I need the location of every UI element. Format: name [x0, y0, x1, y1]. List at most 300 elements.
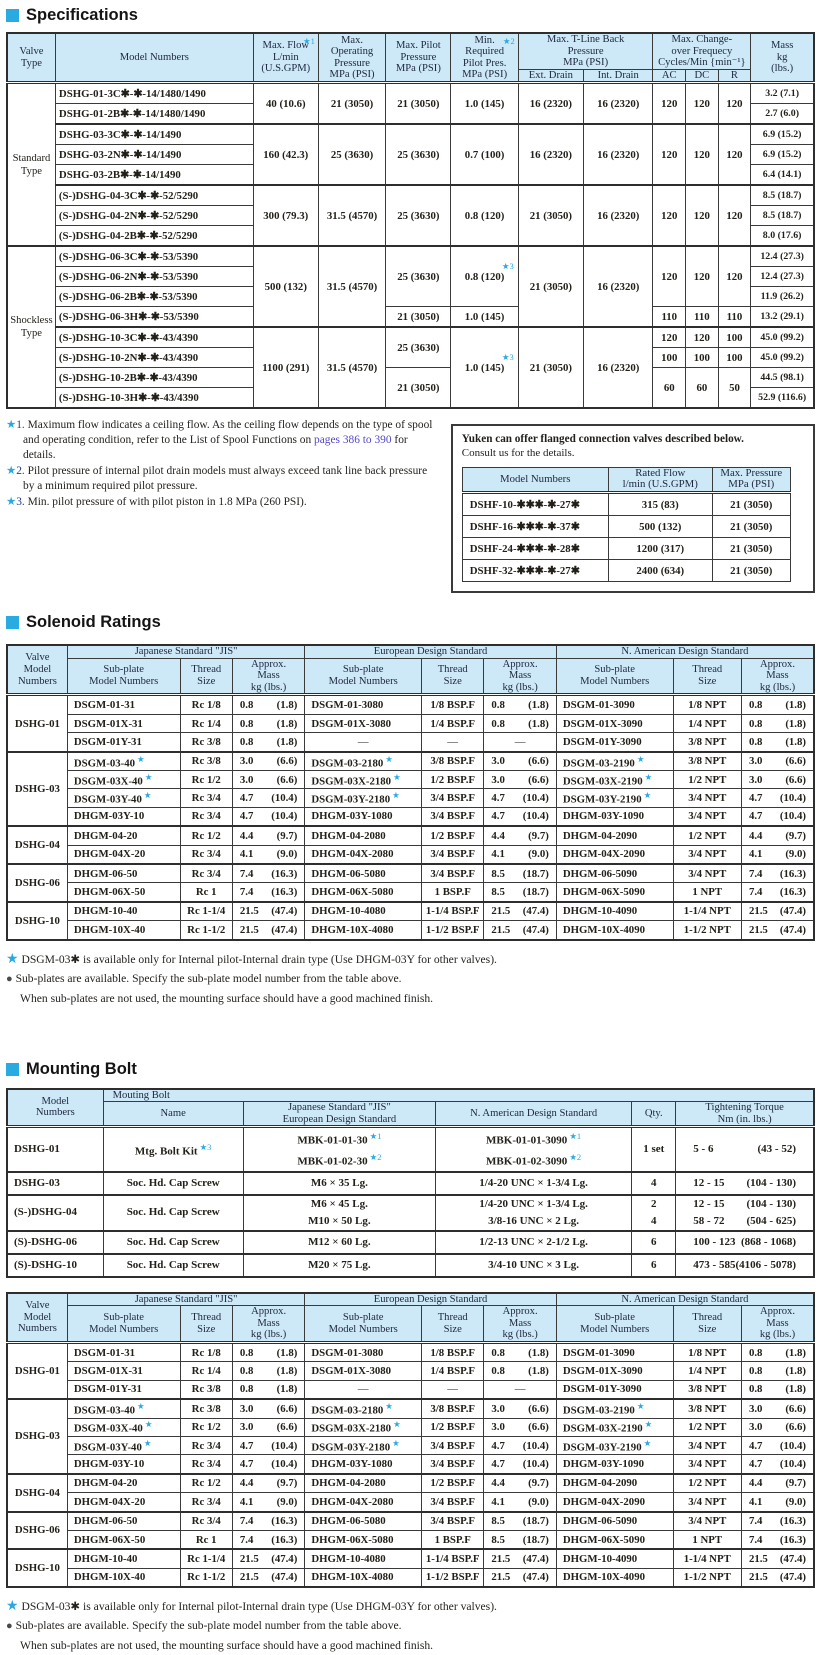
table-cell: 21 (3050)	[386, 307, 451, 328]
table-cell: 3/4 NPT	[673, 1512, 741, 1531]
table-row	[7, 1455, 814, 1474]
table-cell: 8.0 (17.6)	[751, 226, 814, 247]
table-cell: DHGM-10X-40	[67, 921, 180, 940]
table-cell: Rc 1/2	[180, 771, 232, 789]
section-title: Specifications	[26, 6, 138, 24]
table-header-cell: Valve Type	[7, 33, 55, 83]
flanged-box-title: Yuken can offer flanged connection valves described below.	[461, 433, 744, 446]
table-header-cell: Tightening Torque Nm (in. lbs.)	[676, 1102, 814, 1127]
table-cell: 0.8 (1.8)	[232, 1380, 304, 1399]
table-cell: 4.4 (9.7)	[484, 826, 556, 845]
table-cell: DSGM-03-2180 ★	[305, 1399, 422, 1418]
table-row	[7, 1362, 814, 1380]
table-cell: Rc 1/4	[180, 1362, 232, 1380]
table-cell: DSHG-01	[7, 1127, 103, 1172]
table-cell: 25 (3630)	[318, 124, 385, 185]
table-header-cell: Sub-plate Model Numbers	[556, 658, 673, 695]
table-cell: 1/2 NPT	[673, 771, 741, 789]
specs-footer-row	[6, 418, 815, 593]
table-header-cell: N. American Design Standard	[556, 1293, 814, 1306]
table-cell: Rc 3/8	[180, 1380, 232, 1399]
table-header-cell: Thread Size	[180, 658, 232, 695]
footnote-3	[6, 495, 437, 510]
table-cell: 3.0 (6.6)	[741, 752, 814, 771]
table-cell: 3.2 (7.1)	[751, 83, 814, 104]
footnote-text: Pilot pressure of internal pilot drain models must always exceed tank line back pressure by a minimum required pilot pressure.	[23, 465, 428, 492]
table-row	[462, 516, 790, 538]
table-cell: DHGM-03Y-1090	[556, 1455, 673, 1474]
table-cell: DHGM-06-5080	[305, 864, 422, 883]
subplate-table-2-grid	[6, 1292, 815, 1588]
table-cell: 7.4 (16.3)	[232, 1530, 304, 1549]
table-row	[7, 1474, 814, 1493]
table-cell: DSHG-03	[7, 1399, 67, 1474]
table-cell: 7.4 (16.3)	[741, 1512, 814, 1531]
table-cell: 3/8 BSP.F	[422, 1399, 484, 1418]
table-cell: 4.1 (9.0)	[484, 1493, 556, 1512]
table-cell: DHGM-03Y-1080	[305, 1455, 422, 1474]
table-cell: 21 (3050)	[712, 538, 790, 560]
table-cell: DSGM-03-40 ★	[67, 752, 180, 771]
table-cell: 4.1 (9.0)	[741, 1493, 814, 1512]
table-row	[7, 83, 814, 104]
table-cell: M20 × 75 Lg.	[243, 1254, 435, 1277]
table-cell: (S)-DSHG-06	[7, 1231, 103, 1254]
table-cell: 3/8 NPT	[673, 1380, 741, 1399]
table-cell: Shockless Type	[7, 246, 55, 408]
table-cell: 3.0 (6.6)	[232, 771, 304, 789]
table-cell: DHGM-06X-5080	[305, 883, 422, 902]
footnote-star-marker: ★	[643, 790, 652, 801]
table-cell: (S-)DSHG-06-2N✱-✱-53/5390	[55, 267, 253, 287]
footnote-star-marker: ★	[143, 1437, 152, 1448]
table-row	[7, 1512, 814, 1531]
table-cell: (S-)DSHG-10-3H✱-✱-43/4390	[55, 388, 253, 409]
table-row	[7, 645, 814, 658]
table-row	[7, 921, 814, 940]
table-cell: 110	[686, 307, 719, 328]
table-cell: 12 - 15 (104 - 130) 58 - 72 (504 - 625)	[676, 1195, 814, 1231]
table-cell: 50	[718, 368, 751, 409]
table-header-cell: Sub-plate Model Numbers	[305, 658, 422, 695]
footnote-star-marker: ★3	[501, 260, 514, 271]
table-cell: 120	[718, 185, 751, 246]
table-cell: 3.0 (6.6)	[484, 1399, 556, 1418]
table-cell: DHGM-10-4080	[305, 902, 422, 921]
table-cell: 31.5 (4570)	[318, 327, 385, 408]
table-cell: 3/8 BSP.F	[422, 752, 484, 771]
table-cell: Rc 3/4	[180, 1455, 232, 1474]
table-cell: 1-1/4 NPT	[673, 902, 741, 921]
table-cell: 120	[686, 83, 719, 125]
table-cell: 3/4 NPT	[673, 1455, 741, 1474]
table-cell: 8.5 (18.7)	[484, 864, 556, 883]
table-header-cell: N. American Design Standard	[556, 645, 814, 658]
table-cell: 16 (2320)	[583, 327, 652, 408]
table-cell: 0.8 (1.8)	[484, 1342, 556, 1361]
table-cell: DHGM-10X-4080	[305, 1568, 422, 1587]
section-marker-icon	[6, 9, 19, 22]
table-cell: DSHG-06	[7, 864, 67, 902]
table-cell: 120	[653, 124, 686, 185]
table-cell: DSGM-03Y-40 ★	[67, 789, 180, 807]
table-cell: 120	[653, 83, 686, 125]
table-cell: 3/4 NPT	[673, 1436, 741, 1454]
table-cell: DSGM-03X-2190 ★	[556, 771, 673, 789]
table-cell: Soc. Hd. Cap Screw	[103, 1195, 243, 1231]
footnote-text: When sub-plates are not used, the mounting surface should have a good machined finish.	[20, 1639, 434, 1653]
table-cell: DSGM-01X-3080	[305, 714, 422, 732]
table-cell: 21 (3050)	[712, 560, 790, 582]
pages-link[interactable]: pages 386 to 390	[314, 433, 392, 446]
table-cell: Soc. Hd. Cap Screw	[103, 1254, 243, 1277]
table-cell: Rc 1-1/2	[180, 1568, 232, 1587]
table-cell: 1/4-20 UNC × 1-3/4 Lg. 3/8-16 UNC × 2 Lg.	[436, 1195, 632, 1231]
table-cell: —	[422, 1380, 484, 1399]
table-cell: Rc 1/2	[180, 1418, 232, 1436]
table-cell: 21.5 (47.4)	[484, 1568, 556, 1587]
table-cell: DSHG-03	[7, 1172, 103, 1195]
table-cell: 3/4 BSP.F	[422, 789, 484, 807]
table-cell: 4.7 (10.4)	[484, 807, 556, 826]
table-cell: MBK-01-01-3090 $^{★1}$ MBK-01-02-3090 $^{★2}$	[436, 1127, 632, 1172]
table-cell: 120	[686, 327, 719, 348]
footnote-star-marker: ★	[636, 753, 645, 764]
table-cell: DHGM-10-4090	[556, 1549, 673, 1568]
table-row	[7, 1530, 814, 1549]
subplate-footnotes	[6, 950, 815, 1008]
table-header-cell: Sub-plate Model Numbers	[556, 1306, 673, 1343]
flanged-valves-table	[462, 467, 804, 582]
subplate-footnotes-2	[6, 1597, 815, 1655]
table-cell: DSGM-01Y-3090	[556, 1380, 673, 1399]
table-cell: 4.7 (10.4)	[232, 1455, 304, 1474]
table-row	[7, 124, 814, 145]
table-cell: DHGM-06-50	[67, 864, 180, 883]
table-cell: 1/2 NPT	[673, 1418, 741, 1436]
table-cell: 1/8 NPT	[673, 695, 741, 714]
table-cell: 100	[718, 327, 751, 348]
table-cell: 21.5 (47.4)	[484, 921, 556, 940]
table-cell: 120	[653, 185, 686, 246]
table-cell: Rc 3/8	[180, 1399, 232, 1418]
table-cell: DSGM-01X-3090	[556, 1362, 673, 1380]
flanged-valves-box	[451, 424, 815, 593]
table-row	[7, 1399, 814, 1418]
table-cell: (S-)DSHG-04-2N✱-✱-52/5290	[55, 206, 253, 226]
section-solenoid-ratings	[6, 613, 815, 632]
spec-footnotes	[6, 418, 437, 512]
table-cell: DSGM-03-2190 ★	[556, 752, 673, 771]
table-cell: DSGM-03X-2180 ★	[305, 1418, 422, 1436]
footnote-star-line	[6, 950, 815, 969]
table-cell: 4.4 (9.7)	[484, 1474, 556, 1493]
table-cell: DHGM-04X-2090	[556, 845, 673, 864]
table-header-cell: AC	[653, 69, 686, 83]
table-cell: DHGM-06-50	[67, 1512, 180, 1531]
table-cell: 1-1/2 BSP.F	[422, 921, 484, 940]
table-cell: 13.2 (29.1)	[751, 307, 814, 328]
footnote-star-marker: ★	[393, 771, 401, 782]
table-cell: DHGM-04-20	[67, 1474, 180, 1493]
table-cell: 21 (3050)	[386, 83, 451, 125]
table-row	[7, 714, 814, 732]
table-header-cell: Valve Model Numbers	[7, 645, 67, 695]
table-cell: 0.8 (1.8)	[741, 714, 814, 732]
table-cell: DHGM-06X-5090	[556, 883, 673, 902]
table-cell: DHGM-10X-4090	[556, 1568, 673, 1587]
table-cell: 8.5 (18.7)	[484, 1530, 556, 1549]
table-cell: Rc 1/2	[180, 826, 232, 845]
table-cell: DSGM-01-3080	[305, 695, 422, 714]
table-header-cell: Japanese Standard "JIS"	[67, 1293, 304, 1306]
table-row	[7, 1127, 814, 1172]
table-cell: 7.4 (16.3)	[741, 883, 814, 902]
table-cell: 120	[653, 246, 686, 307]
table-cell: DHGM-03Y-1090	[556, 807, 673, 826]
table-cell: DSHG-10	[7, 1549, 67, 1587]
table-cell: 4.1 (9.0)	[484, 845, 556, 864]
table-cell: M6 × 35 Lg.	[243, 1172, 435, 1195]
table-cell: DHGM-06-5080	[305, 1512, 422, 1531]
footnote-star-marker: ★	[6, 951, 19, 967]
table-cell: 3.0 (6.6)	[741, 771, 814, 789]
table-cell: DSGM-01-3080	[305, 1342, 422, 1361]
table-cell: DSGM-01X-3090	[556, 714, 673, 732]
table-cell: 3/8 NPT	[673, 1399, 741, 1418]
table-cell: 3/4 BSP.F	[422, 807, 484, 826]
table-cell: 3/4 BSP.F	[422, 1512, 484, 1531]
table-cell: 12 - 15 (104 - 130)	[676, 1172, 814, 1195]
footnote-star-marker: ★	[644, 1419, 653, 1430]
table-cell: 1/8 BSP.F	[422, 695, 484, 714]
table-cell: 120	[686, 124, 719, 185]
footnote-star-marker: ★	[643, 1437, 652, 1448]
table-cell: 6.9 (15.2)	[751, 124, 814, 145]
table-cell: 1 set	[632, 1127, 676, 1172]
footnote-star-marker: ★	[392, 1437, 400, 1448]
table-cell: 3/4 BSP.F	[422, 864, 484, 883]
table-cell: 5 - 6 (43 - 52)	[676, 1127, 814, 1172]
table-cell: 120	[718, 83, 751, 125]
table-cell: DSGM-03-2180 ★	[305, 752, 422, 771]
table-cell: 2.7 (6.0)	[751, 104, 814, 125]
table-cell: 0.8 (1.8)	[232, 1362, 304, 1380]
table-cell: 4.1 (9.0)	[232, 845, 304, 864]
table-cell: 8.5 (18.7)	[751, 185, 814, 206]
table-cell: Standard Type	[7, 83, 55, 247]
table-cell: DSGM-01-31	[67, 695, 180, 714]
section-title: Mounting Bolt	[26, 1059, 137, 1078]
table-cell: 1-1/4 BSP.F	[422, 902, 484, 921]
table-cell: DSGM-01X-31	[67, 714, 180, 732]
table-cell: DSHG-04	[7, 1474, 67, 1512]
table-cell: DSHG-03-2N✱-✱-14/1490	[55, 145, 253, 165]
table-cell: 4	[632, 1172, 676, 1195]
table-row	[7, 1418, 814, 1436]
table-cell: 21 (3050)	[518, 246, 583, 327]
footnote-star-marker: ★	[6, 465, 17, 478]
table-cell: DSGM-01X-3080	[305, 1362, 422, 1380]
table-cell: DHGM-06-5090	[556, 1512, 673, 1531]
table-cell: Rc 1/8	[180, 695, 232, 714]
footnote-number: 3.	[16, 496, 25, 509]
table-cell: Rc 1-1/4	[180, 1549, 232, 1568]
table-cell: 21.5 (47.4)	[484, 1549, 556, 1568]
table-cell: Mtg. Bolt Kit $^{★3}$	[103, 1127, 243, 1172]
table-cell: DSHG-06	[7, 1512, 67, 1550]
footnote-text: DSGM-03✱ is available only for Internal pilot-Internal drain type (Use DHGM-03Y for other valves).	[21, 952, 497, 966]
table-cell: —	[422, 733, 484, 752]
footnote-bullet-line	[6, 969, 815, 989]
table-cell: 1/8 NPT	[673, 1342, 741, 1361]
table-cell: 3.0 (6.6)	[232, 752, 304, 771]
table-cell: DHGM-06X-5090	[556, 1530, 673, 1549]
table-cell: 0.8 (1.8)	[484, 695, 556, 714]
table-header-cell: Name	[103, 1102, 243, 1127]
footnote-star-marker: ★	[644, 771, 653, 782]
footnote-star-marker: ★2	[502, 36, 515, 46]
table-row	[7, 33, 814, 69]
footnote-plain-line	[6, 1636, 815, 1655]
table-header-cell: Thread Size	[180, 1306, 232, 1343]
mounting-bolt-table-grid	[6, 1088, 815, 1278]
table-cell: 31.5 (4570)	[318, 185, 385, 246]
table-cell: Rc 1	[180, 883, 232, 902]
table-cell: DSGM-01Y-3090	[556, 733, 673, 752]
section-mounting-bolt	[6, 1060, 815, 1079]
table-cell: 7.4 (16.3)	[741, 1530, 814, 1549]
table-cell: 25 (3630)	[386, 246, 451, 307]
table-header-cell: Approx. Mass kg (lbs.)	[232, 658, 304, 695]
table-cell: 16 (2320)	[518, 124, 583, 185]
table-cell: 1.0 (145)	[451, 83, 518, 125]
table-cell: 473 - 585 (4106 - 5078)	[676, 1254, 814, 1277]
table-cell: 1/2-13 UNC × 2-1/2 Lg.	[436, 1231, 632, 1254]
table-row	[7, 307, 814, 328]
table-cell: (S-)DSHG-10-2B✱-✱-43/4390	[55, 368, 253, 388]
table-cell: 8.5 (18.7)	[484, 1512, 556, 1531]
table-header-cell: Max. T-Line Back Pressure MPa (PSI)	[518, 33, 653, 69]
table-row	[7, 1380, 814, 1399]
table-cell: 4.7 (10.4)	[741, 1436, 814, 1454]
table-header-cell: Thread Size	[422, 1306, 484, 1343]
table-cell: Rc 3/8	[180, 733, 232, 752]
table-header-cell: Sub-plate Model Numbers	[67, 658, 180, 695]
table-cell: DSGM-03-40 ★	[67, 1399, 180, 1418]
table-cell: DSGM-03Y-40 ★	[67, 1436, 180, 1454]
footnote-star-marker: ★1	[569, 1131, 582, 1142]
table-cell: 40 (10.6)	[253, 83, 318, 125]
table-cell: DHGM-04X-20	[67, 845, 180, 864]
footnote-text: When sub-plates are not used, the mounting surface should have a good machined finish.	[20, 991, 434, 1005]
table-row	[7, 1231, 814, 1254]
table-cell: 21 (3050)	[518, 327, 583, 408]
table-cell: MBK-01-01-30 $^{★1}$ MBK-01-02-30 $^{★2}$	[243, 1127, 435, 1172]
table-cell: 44.5 (98.1)	[751, 368, 814, 388]
table-cell: DHGM-10X-4090	[556, 921, 673, 940]
table-cell: DSGM-01Y-31	[67, 733, 180, 752]
footnote-plain-line	[6, 989, 815, 1008]
table-row	[7, 771, 814, 789]
table-row	[7, 695, 814, 714]
table-cell: DSGM-01-3090	[556, 1342, 673, 1361]
table-cell: DSHG-03-2B✱-✱-14/1490	[55, 165, 253, 186]
table-cell: 3.0 (6.6)	[741, 1399, 814, 1418]
section-specifications	[6, 6, 815, 25]
table-cell: 1/2 BSP.F	[422, 771, 484, 789]
table-cell: DSGM-01-31	[67, 1342, 180, 1361]
mounting-bolt-table	[6, 1088, 815, 1278]
table-cell: 6	[632, 1254, 676, 1277]
table-cell: (S-)DSHG-10-3C✱-✱-43/4390	[55, 327, 253, 348]
table-cell: (S-)DSHG-04-3C✱-✱-52/5290	[55, 185, 253, 206]
table-cell: DHGM-10-4090	[556, 902, 673, 921]
table-row	[7, 185, 814, 206]
table-cell: 60	[686, 368, 719, 409]
table-row	[7, 1493, 814, 1512]
table-cell: Rc 3/4	[180, 1436, 232, 1454]
table-cell: 4.4 (9.7)	[232, 826, 304, 845]
table-cell: 0.8 (1.8)	[741, 1362, 814, 1380]
table-cell: 1/4 BSP.F	[422, 1362, 484, 1380]
table-row	[7, 845, 814, 864]
table-cell: DHGM-10-4080	[305, 1549, 422, 1568]
table-row	[7, 733, 814, 752]
table-cell: Rc 3/4	[180, 1512, 232, 1531]
table-cell: 3.0 (6.6)	[484, 1418, 556, 1436]
table-cell: 3/8 NPT	[673, 752, 741, 771]
table-cell: 6.4 (14.1)	[751, 165, 814, 186]
table-row	[7, 246, 814, 267]
table-cell: DHGM-04X-2080	[305, 1493, 422, 1512]
table-cell: 120	[653, 327, 686, 348]
table-cell: Rc 3/4	[180, 845, 232, 864]
table-cell: DSGM-03X-40 ★	[67, 771, 180, 789]
table-cell: DHGM-03Y-10	[67, 807, 180, 826]
table-cell: 0.8 (1.8)	[232, 695, 304, 714]
footnote-star-marker: ★1	[369, 1131, 382, 1142]
table-header-cell: DC	[686, 69, 719, 83]
table-cell: 0.7 (100)	[451, 124, 518, 185]
table-cell: DSHG-01	[7, 695, 67, 752]
table-cell: 3/4 BSP.F	[422, 1436, 484, 1454]
table-cell: 4.1 (9.0)	[741, 845, 814, 864]
table-cell: 1/4 BSP.F	[422, 714, 484, 732]
table-cell: DHGM-06X-50	[67, 1530, 180, 1549]
specifications-table-grid	[6, 32, 815, 409]
table-cell: 4.7 (10.4)	[484, 1455, 556, 1474]
table-cell: 60	[653, 368, 686, 409]
table-cell: 4.7 (10.4)	[741, 807, 814, 826]
footnote-star-marker: ★	[137, 1401, 145, 1412]
table-header-cell: Model Numbers	[55, 33, 253, 83]
table-cell: 11.9 (26.2)	[751, 287, 814, 307]
table-cell: DHGM-04X-2090	[556, 1493, 673, 1512]
table-cell: —	[484, 1380, 556, 1399]
footnote-star-marker: ★	[144, 771, 153, 782]
table-cell: 3/4-10 UNC × 3 Lg.	[436, 1254, 632, 1277]
table-cell: (S-)DSHG-04-2B✱-✱-52/5290	[55, 226, 253, 247]
table-cell: 1/2 NPT	[673, 826, 741, 845]
table-cell: 1/4 NPT	[673, 714, 741, 732]
table-row	[7, 368, 814, 388]
subplate-table-grid	[6, 644, 815, 940]
table-row	[7, 864, 814, 883]
table-header-cell: R	[718, 69, 751, 83]
footnote-star-marker: ★	[6, 496, 17, 509]
table-cell: DSGM-03Y-2180 ★	[305, 1436, 422, 1454]
